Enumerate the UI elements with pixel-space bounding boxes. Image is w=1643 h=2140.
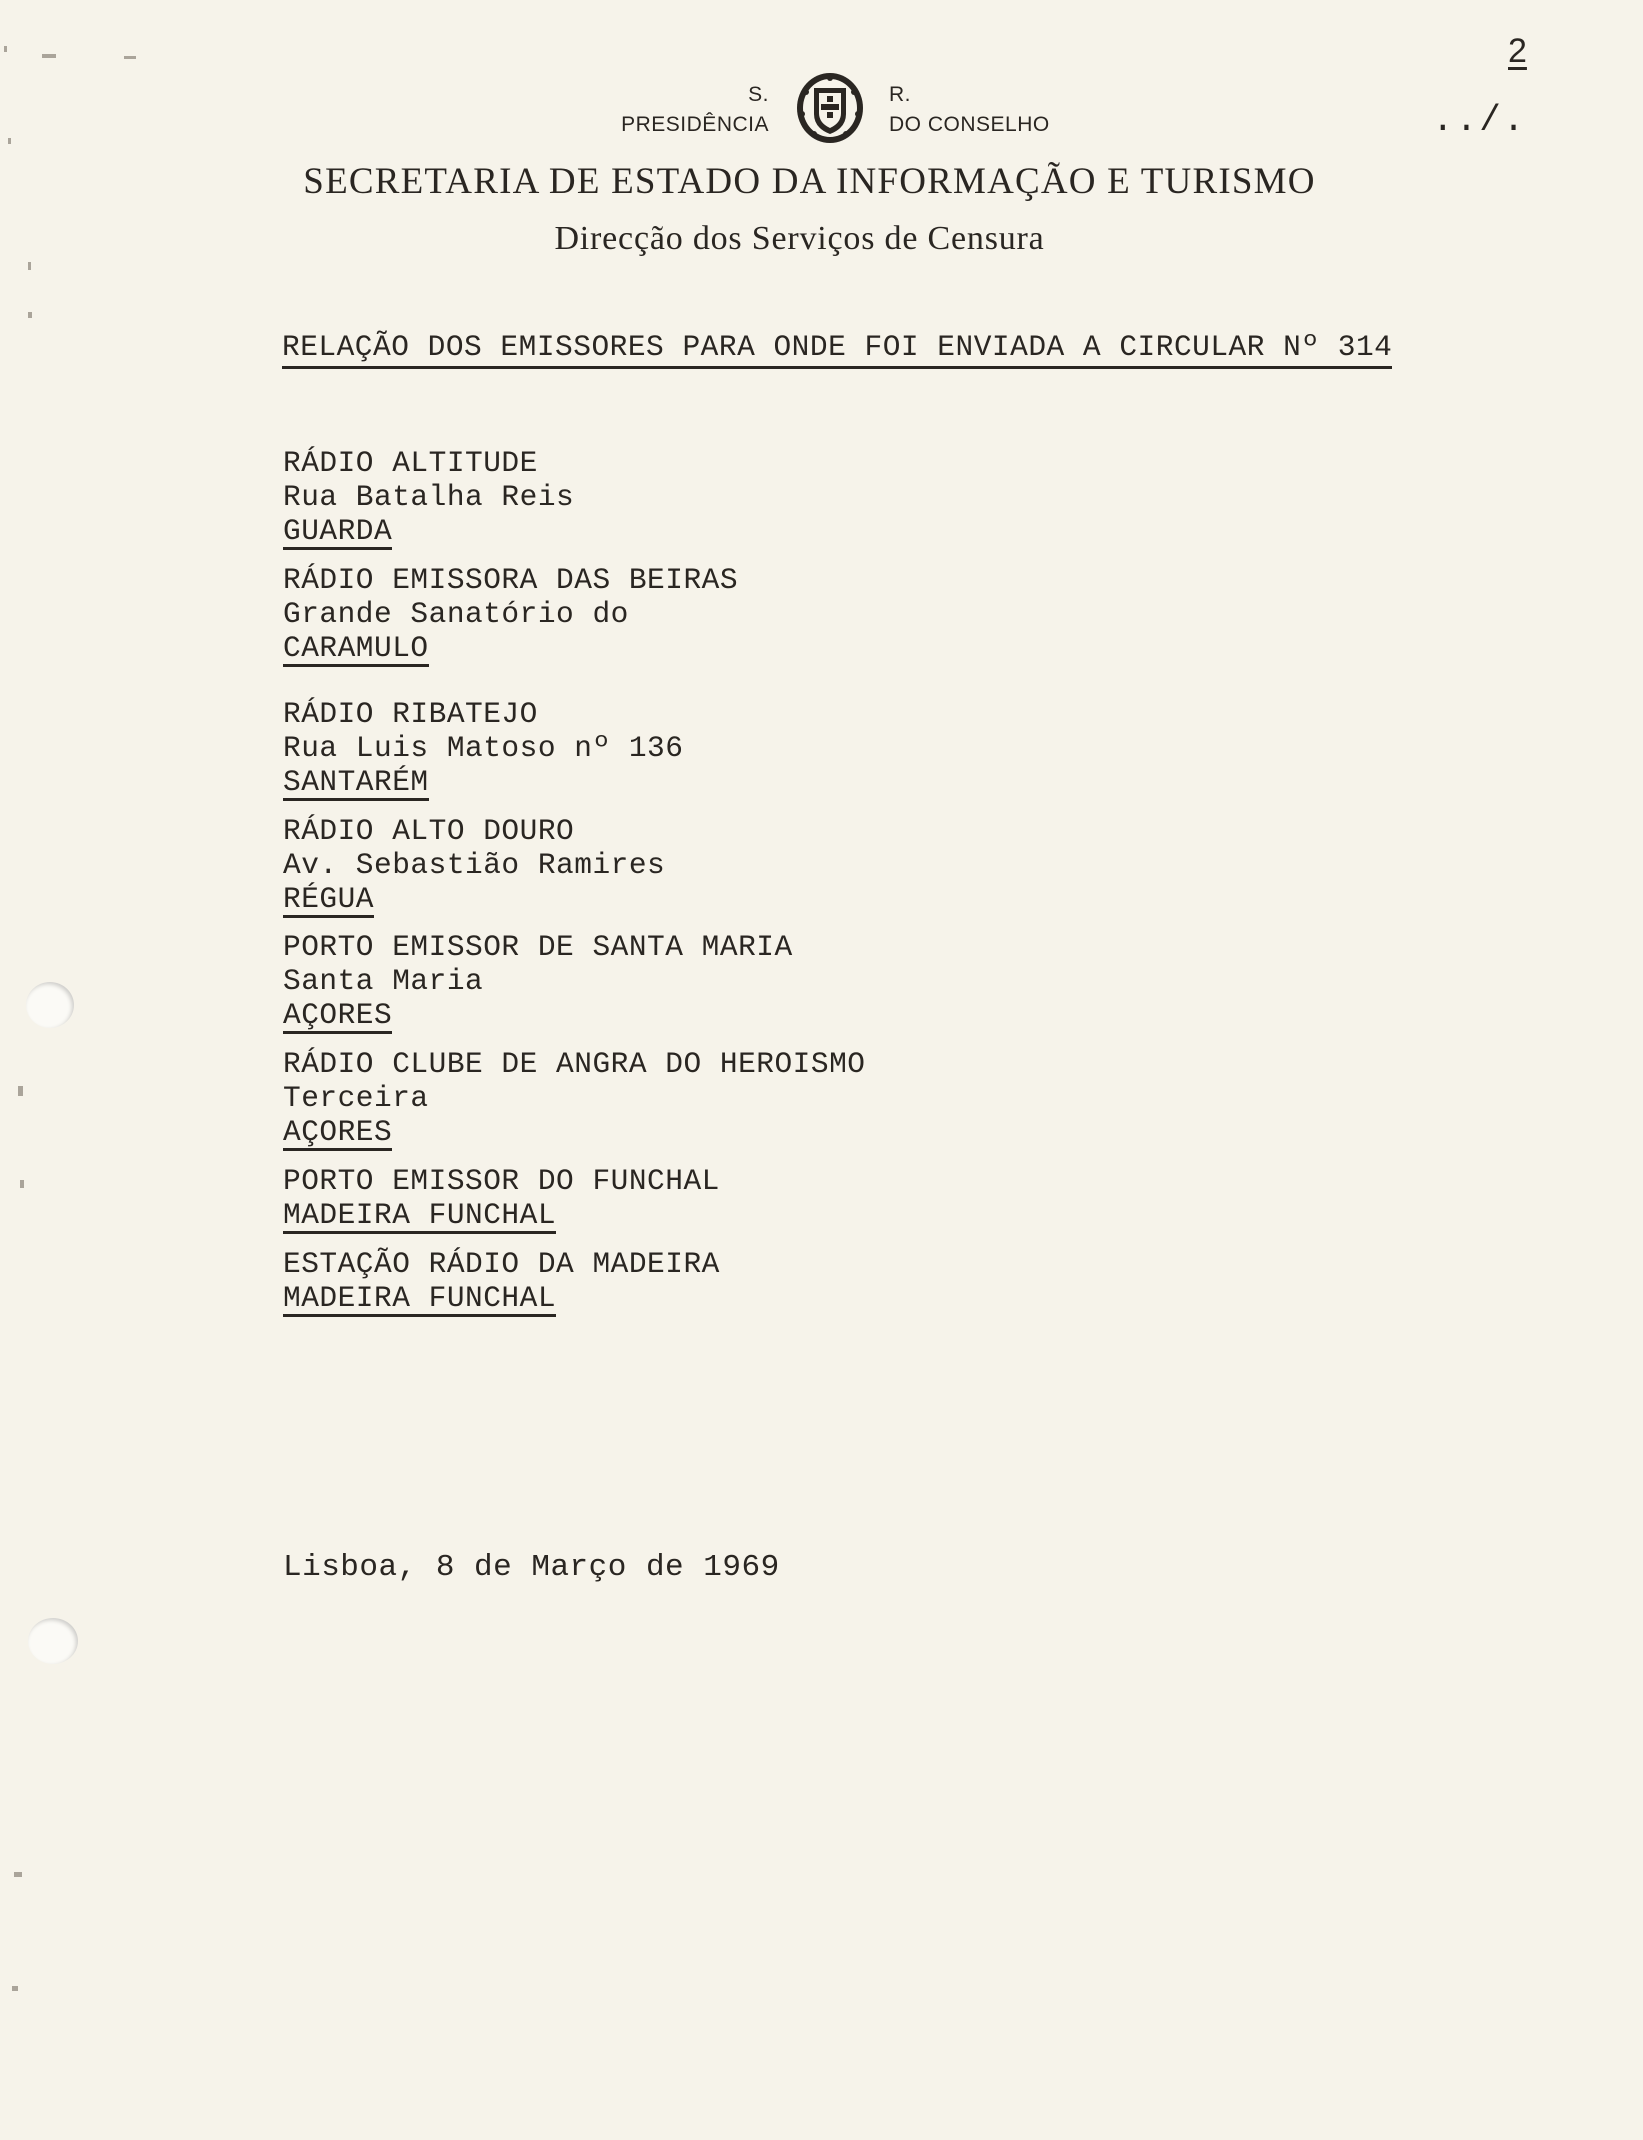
station-address: Rua Batalha Reis [283,480,575,514]
letterhead [600,68,1080,148]
station-entry [283,814,665,918]
station-address: Rua Luis Matoso nº 136 [283,731,684,765]
scan-speck [4,46,7,52]
station-place: MADEIRA FUNCHAL [283,1281,557,1315]
station-name: RÁDIO CLUBE DE ANGRA DO HEROISMO [283,1047,866,1081]
station-place: GUARDA [283,514,393,548]
punch-hole [26,982,74,1028]
station-place: MADEIRA FUNCHAL [283,1198,557,1232]
letterhead-right [889,80,1050,140]
letterhead-right-bottom: DO CONSELHO [889,113,1050,136]
station-name: RÁDIO ALTO DOURO [283,814,575,848]
organization-title: SECRETARIA DE ESTADO DA INFORMAÇÃO E TURISMO [303,161,1316,202]
place-and-date: Lisboa, 8 de Março de 1969 [283,1550,780,1585]
station-name: PORTO EMISSOR DO FUNCHAL [283,1164,720,1198]
scan-speck [18,1086,23,1096]
station-entry [283,1247,720,1317]
scan-speck [42,54,56,58]
station-place: CARAMULO [283,631,429,665]
station-address: Av. Sebastião Ramires [283,848,666,882]
station-name: ESTAÇÃO RÁDIO DA MADEIRA [283,1247,720,1281]
letterhead-left-bottom: PRESIDÊNCIA [621,113,769,136]
punch-hole [28,1618,78,1664]
station-entry [283,446,574,550]
station-place: AÇORES [283,998,393,1032]
scan-speck [12,1986,18,1991]
scan-speck [124,56,136,59]
scan-speck [8,138,11,144]
letterhead-left [621,80,769,140]
station-entry [283,1047,866,1151]
organization-subtitle: Direcção dos Serviços de Censura [554,220,1045,257]
station-name: RÁDIO RIBATEJO [283,697,538,731]
station-name: RÁDIO EMISSORA DAS BEIRAS [283,563,739,597]
scan-speck [20,1180,24,1188]
station-entry [283,697,683,801]
station-place: SANTARÉM [283,765,429,799]
letterhead-right-top: R. [889,83,911,106]
station-name: RÁDIO ALTITUDE [283,446,538,480]
station-name: PORTO EMISSOR DE SANTA MARIA [283,930,793,964]
letterhead-left-top: S. [748,83,769,106]
scan-speck [28,312,32,318]
station-address: Terceira [283,1081,429,1115]
coat-of-arms-icon [794,70,866,146]
scan-speck [14,1872,22,1877]
station-entry [283,563,738,667]
station-address: Santa Maria [283,964,484,998]
station-place: RÉGUA [283,882,375,916]
station-entry [283,930,793,1034]
scan-speck [28,262,31,270]
station-address: Grande Sanatório do [283,597,629,631]
continuation-mark: ../. [1432,100,1527,141]
page-number: 2 [1508,32,1527,70]
station-entry [283,1164,720,1234]
document-heading: RELAÇÃO DOS EMISSORES PARA ONDE FOI ENVIADA A CIRCULAR Nº 314 [282,330,1392,369]
station-place: AÇORES [283,1115,393,1149]
